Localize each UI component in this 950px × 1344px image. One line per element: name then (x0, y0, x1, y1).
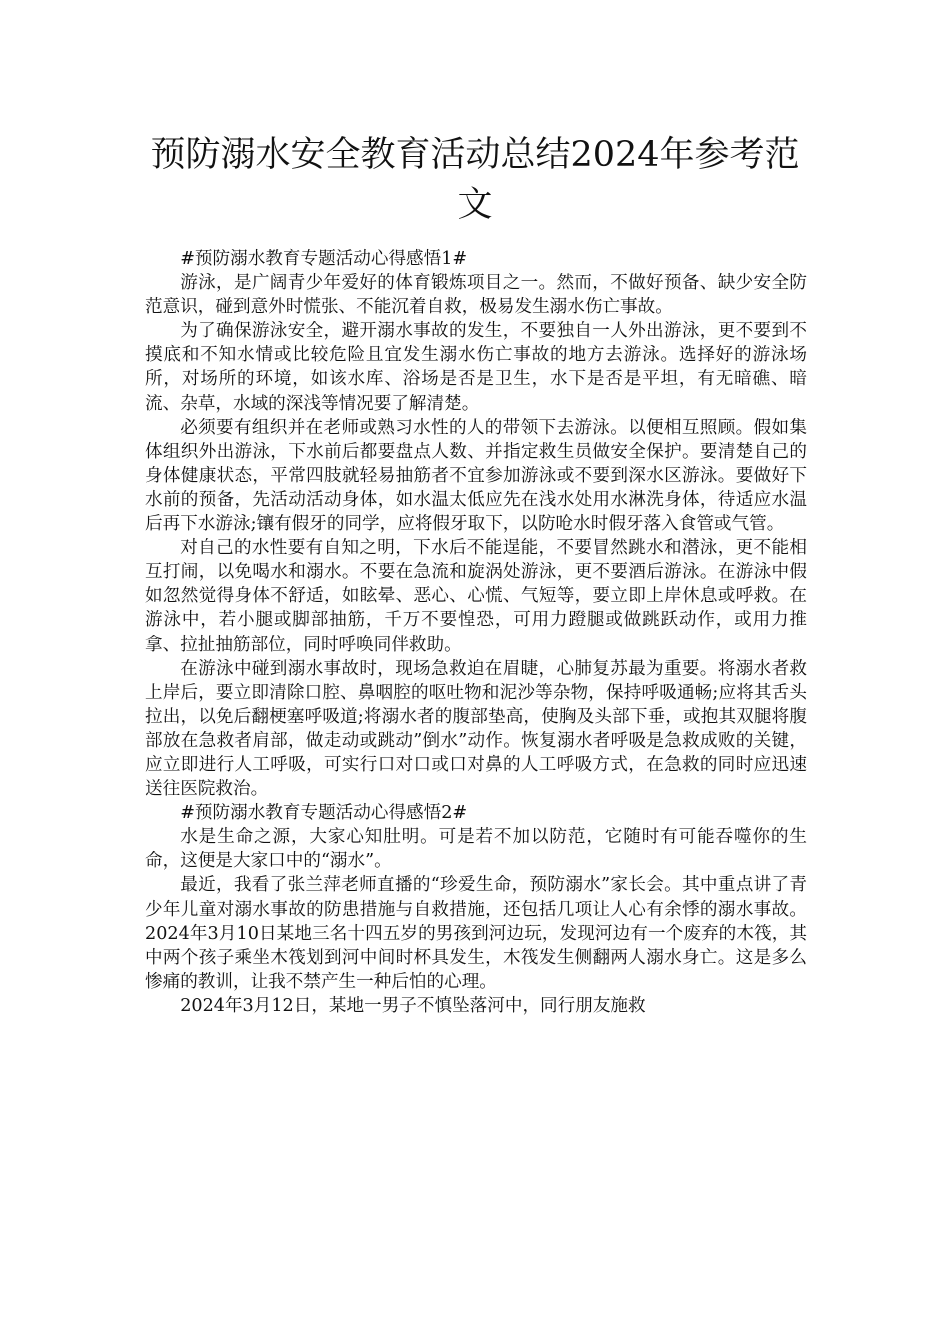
paragraph: 在游泳中碰到溺水事故时，现场急救迫在眉睫，心肺复苏最为重要。将溺水者救上岸后，要立即清除口腔、鼻咽腔的呕吐物和泥沙等杂物，保持呼吸通畅;应将其舌头拉出，以免后翻梗塞呼吸道;将溺水者的腹部垫高，使胸及头部下垂，或抱其双腿将腹部放在急救者肩部，做走动或跳动”倒水”动作。恢复溺水者呼吸是急救成败的关键，应立即进行人工呼吸，可实行口对口或口对鼻的人工呼吸方式，在急救的同时应迅速送往医院救治。 (145, 658, 807, 800)
paragraph: 2024年3月12日，某地一男子不慎坠落河中，同行朋友施救 (180, 995, 646, 1016)
document-body (145, 247, 807, 1018)
paragraph: 最近，我看了张兰萍老师直播的“珍爱生命，预防溺水”家长会。其中重点讲了青少年儿童对溺水事故的防患措施与自救措施，还包括几项让人心有余悸的溺水事故。2024年3月10日某地三名十四五岁的男孩到河边玩，发现河边有一个废弃的木筏，其中两个孩子乘坐木筏划到河中间时杯具发生，木筏发生侧翻两人溺水身亡。这是多么惨痛的教训，让我不禁产生一种后怕的心理。 (145, 875, 807, 992)
paragraph: 游泳，是广阔青少年爱好的体育锻炼项目之一。然而，不做好预备、缺少安全防范意识，碰到意外时慌张、不能沉着自救，极易发生溺水伤亡事故。 (145, 273, 807, 318)
paragraph: 水是生命之源，大家心知肚明。可是若不加以防范，它随时有可能吞噬你的生命，这便是大家口中的“溺水”。 (145, 827, 807, 872)
section-heading: #预防溺水教育专题活动心得感悟2# (180, 803, 468, 824)
document-title: 预防溺水安全教育活动总结2024年参考范文 (150, 135, 800, 225)
paragraph: 对自己的水性要有自知之明，下水后不能逞能，不要冒然跳水和潜泳，更不能相互打闹，以免喝水和溺水。不要在急流和旋涡处游泳，更不要酒后游泳。在游泳中假如忽然觉得身体不舒适，如眩晕、恶心、心慌、气短等，要立即上岸休息或呼救。在游泳中，若小腿或脚部抽筋，千万不要惶恐，可用力蹬腿或做跳跃动作，或用力推拿、拉扯抽筋部位，同时呼唤同伴救助。 (145, 538, 807, 655)
section-heading: #预防溺水教育专题活动心得感悟1# (180, 249, 468, 269)
paragraph: 必须要有组织并在老师或熟习水性的人的带领下去游泳。以便相互照顾。假如集体组织外出游泳，下水前后都要盘点人数、并指定救生员做安全保护。要清楚自己的身体健康状态，平常四肢就轻易抽筋者不宜参加游泳或不要到深水区游泳。要做好下水前的预备，先活动活动身体，如水温太低应先在浅水处用水淋洗身体，待适应水温后再下水游泳;镶有假牙的同学，应将假牙取下，以防呛水时假牙落入食管或气管。 (145, 417, 807, 535)
paragraph: 为了确保游泳安全，避开溺水事故的发生，不要独自一人外出游泳，更不要到不摸底和不知水情或比较危险且宜发生溺水伤亡事故的地方去游泳。选择好的游泳场所，对场所的环境，如该水库、浴场是否是卫生，水下是否是平坦，有无暗礁、暗流、杂草，水域的深浅等情况要了解清楚。 (145, 321, 807, 414)
